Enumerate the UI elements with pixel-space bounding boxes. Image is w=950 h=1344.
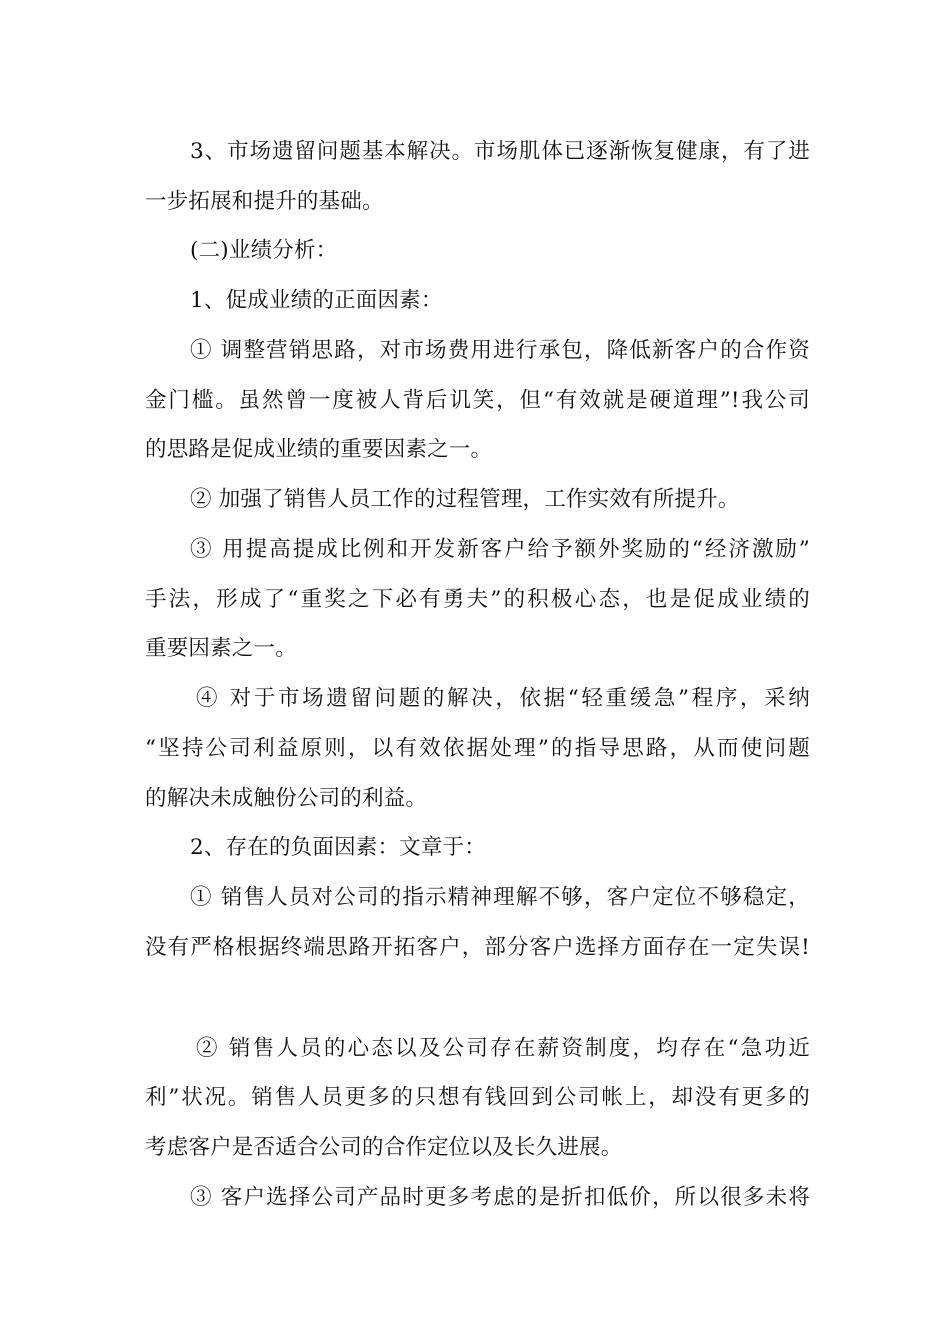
paragraph-line-14: 的解决未成触份公司的利益。 xyxy=(145,786,428,811)
paragraph-line-9: ③ 用提高提成比例和开发新客户给予额外奖励的“经济激励” xyxy=(190,537,810,562)
paragraph-line-19: 利”状况。销售人员更多的只想有钱回到公司帐上，却没有更多的 xyxy=(145,1085,810,1110)
paragraph-line-11: 重要因素之一。 xyxy=(145,636,297,661)
paragraph-line-1: 3、市场遗留问题基本解决。市场肌体已逐渐恢复健康，有了进 xyxy=(190,139,810,164)
paragraph-line-6: 金门槛。虽然曾一度被人背后讥笑，但“有效就是硬道理”!我公司 xyxy=(145,388,810,413)
paragraph-line-8: ② 加强了销售人员工作的过程管理，工作实效有所提升。 xyxy=(190,487,740,512)
subsection-heading-positive: 1、促成业绩的正面因素： xyxy=(190,288,443,313)
paragraph-line-12: ④ 对于市场遗留问题的解决，依据“轻重缓急”程序，采纳 xyxy=(196,686,810,711)
paragraph-line-20: 考虑客户是否适合公司的合作定位以及长久进展。 xyxy=(145,1135,623,1160)
paragraph-line-17: 没有严格根据终端思路开拓客户，部分客户选择方面存在一定失误! xyxy=(145,935,810,960)
paragraph-line-10: 手法，形成了“重奖之下必有勇夫”的积极心态，也是促成业绩的 xyxy=(145,587,810,612)
paragraph-line-18: ② 销售人员的心态以及公司存在薪资制度，均存在“急功近 xyxy=(196,1036,810,1061)
subsection-heading-negative: 2、存在的负面因素：文章于： xyxy=(190,835,486,860)
paragraph-line-2: 一步拓展和提升的基础。 xyxy=(145,189,384,214)
paragraph-line-7: 的思路是促成业绩的重要因素之一。 xyxy=(145,437,493,462)
paragraph-line-5: ① 调整营销思路，对市场费用进行承包，降低新客户的合作资 xyxy=(190,338,810,363)
paragraph-line-21: ③ 客户选择公司产品时更多考虑的是折扣低价，所以很多未将 xyxy=(190,1185,810,1210)
paragraph-line-13: “坚持公司利益原则，以有效依据处理”的指导思路，从而使问题 xyxy=(145,736,810,761)
paragraph-line-16: ① 销售人员对公司的指示精神理解不够，客户定位不够稳定， xyxy=(190,885,810,910)
section-heading: (二)业绩分析： xyxy=(190,238,338,263)
